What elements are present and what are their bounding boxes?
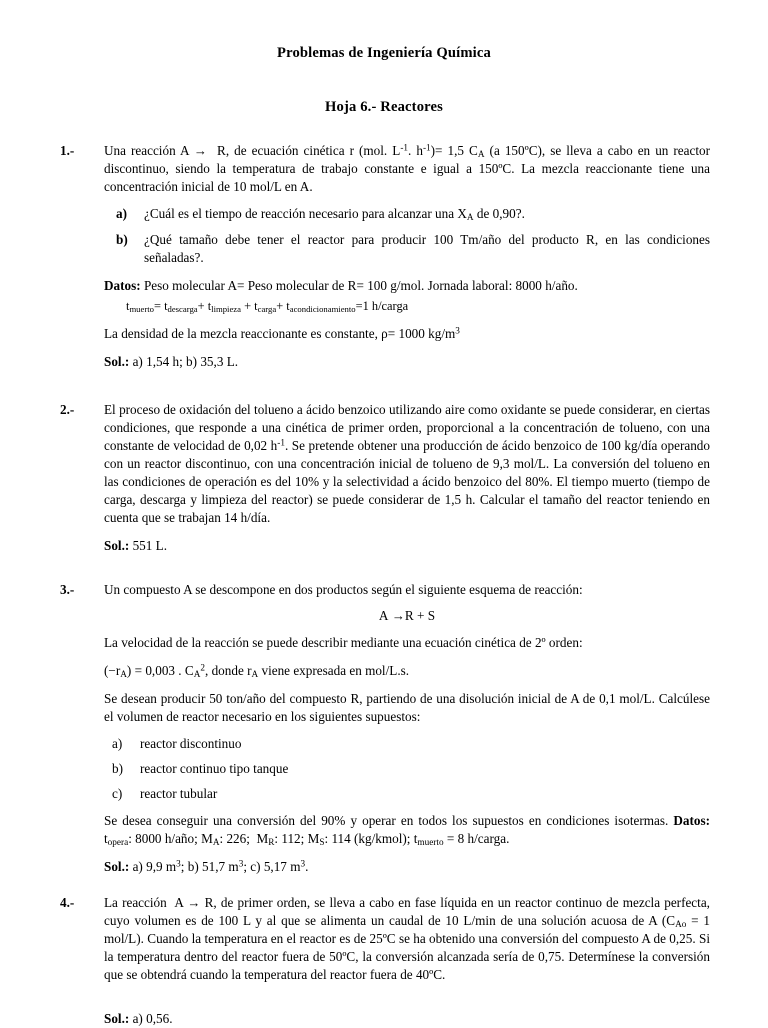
sol-label: Sol.: — [104, 537, 130, 553]
problem-3-kinetics-intro: La velocidad de la reacción se puede describir mediante una ecuación cinética de 2º orden: — [104, 635, 583, 651]
datos-text: Peso molecular A= Peso molecular de R= 100 g/mol. Jornada laboral: 8000 h/año. — [143, 278, 578, 294]
problem-3-production: Se desean producir 50 ton/año del compuesto R, partiendo de una disolución inicial de A de 0,1 mol/L. Calcúlese el volumen de reactor necesario en los siguientes supuestos: — [104, 691, 710, 725]
subitem-text-c: reactor tubular — [140, 786, 218, 802]
problem-4 — [58, 894, 710, 1028]
problem-1-solution — [104, 353, 710, 371]
list-item — [104, 785, 710, 803]
spacer — [104, 984, 710, 1010]
subitem-label-b: b) — [116, 232, 128, 248]
problem-3 — [58, 581, 710, 876]
problem-3-subitems — [104, 735, 710, 803]
reaction-arrow-icon: → — [187, 894, 201, 910]
sol-label: Sol.: — [104, 859, 130, 875]
problem-2-number: 2.- — [60, 401, 75, 417]
sol-text: 551 L. — [132, 537, 168, 553]
problem-1-density: La densidad de la mezcla reaccionante es constante, ρ= 1000 $kg/m^3$ — [104, 325, 460, 341]
problem-3-intro: Un compuesto A se descompone en dos productos según el siguiente esquema de reacción: — [104, 581, 583, 597]
subitem-label-a: a) — [112, 736, 123, 752]
datos-label: Datos: — [673, 813, 710, 829]
problem-1-dead-time-formula: $t_{muerto}= t_{descarga}+ t_{limpieza} + t_{carga}+ t_{acondicionamiento}=1$ h/carga — [126, 299, 409, 315]
list-item: b) ¿Qué tamaño debe tener el reactor para producir 100 Tm/año del producto R, en las condiciones señaladas?. — [116, 232, 710, 266]
sol-label: Sol.: — [104, 353, 130, 369]
subitem-text-b: reactor continuo tipo tanque — [140, 761, 289, 777]
problem-3-number: 3.- — [60, 581, 75, 597]
sol-label: Sol.: — [104, 1010, 130, 1026]
problem-2 — [58, 401, 710, 555]
problem-3-isothermal-datos: Se desea conseguir una conversión del 90% y operar en todos los supuestos en condiciones isotermas. Datos: $t_{opera}$: 8000 h/año; $M_A$: 226; $M_R$: 112; $M_S$: 114 (kg/kmol); $t_{muerto} = 8$ h/carga. — [104, 813, 710, 848]
list-item — [104, 760, 710, 778]
subitem-text-a: reactor discontinuo — [140, 736, 242, 752]
problem-4-statement: La reacción A → R, de primer orden, se lleva a cabo en fase líquida en un reactor continuo de mezcla perfecta, cuyo volumen es de 100 L y al que se alimenta un caudal de 10 L/min de una solución acuosa de A ($C_{Ao} = 1$ mol/L). Cuando la temperatura en el reactor es de 25ºC se ha obtenido una conversión del compuesto A de 0,25. Si la temperatura dentro del reactor fuera de 50ºC, la conversión alcanzada sería de 0,75. Determínese la conversión que se obtendrá cuando la temperatura del reactor fuera de 40ºC. — [104, 894, 711, 982]
reaction-arrow-icon: → — [391, 608, 405, 624]
subitem-label-c: c) — [112, 786, 123, 802]
problem-1-datos — [104, 277, 710, 295]
subitem-label-a: a) — [116, 206, 127, 222]
list-item: a) ¿Cuál es el tiempo de reacción necesario para alcanzar una $X_A$ de 0,90?. — [116, 206, 525, 223]
list-item — [104, 735, 710, 753]
isothermal-text: Se desea conseguir una conversión del 90% y operar en todos los supuestos en condiciones isotermas. — [104, 813, 674, 829]
problem-2-statement: El proceso de oxidación del tolueno a ácido benzoico utilizando aire como oxidante se puede considerar, en ciertas condiciones, que responde a una cinética de primer orden, proporcional a la concentración de tolueno, con una constante de velocidad de 0,02 $h^{-1}$. Se pretende obtener una producción de ácido benzoico de 100 kg/día operando con un reactor discontinuo, con una concentración inicial de tolueno de 9,3 mol/L. La conversión del tolueno en las condiciones de operación es del 10% y la selectividad a ácido benzoico del 80%. El tiempo muerto (tiempo de carga, descarga y limpieza del reactor) se puede considerar de 1,5 h. Calcular el tamaño del reactor teniendo en cuenta que se trabajan 14 h/día. — [104, 401, 710, 525]
problem-3-solution: Sol.: a) 9,9 $m^3$; b) 51,7 $m^3$; c) 5,17 $m^3$. — [104, 858, 309, 875]
problem-3-equation: A →R + S — [378, 608, 436, 624]
problem-1-statement: Una reacción A → R, de ecuación cinética r (mol. $L^{-1}$. $h^{-1})= 1,5$ $C_A$ (a 150ºC), se lleva a cabo en un reactor discontinuo, siendo la temperatura de trabajo constante e igual a 150ºC. La mezcla reaccionante tiene una concentración inicial de 10 mol/L en A. — [104, 143, 711, 195]
page-subtitle: Hoja 6.- Reactores — [325, 99, 443, 116]
problem-3-kinetics-equation: $(-r_A) = 0,003$ . $C_A^2$, donde $r_A$ viene expresada en mol/L.s. — [104, 662, 410, 680]
page-title: Problemas de Ingeniería Química — [277, 45, 491, 61]
subitem-label-b: b) — [112, 761, 123, 777]
problem-2-solution — [104, 537, 710, 555]
problem-4-number: 4.- — [60, 894, 75, 910]
problem-1-subitems — [104, 205, 710, 267]
sol-text: a) 0,56. — [132, 1010, 173, 1026]
problem-4-solution — [104, 1010, 710, 1028]
reaction-arrow-icon: → — [193, 143, 207, 159]
sol-text: a) 1,54 h; b) 35,3 L. — [132, 353, 239, 369]
problem-1 — [58, 142, 710, 370]
problem-1-number: 1.- — [60, 143, 75, 159]
datos-label: Datos: — [104, 278, 141, 294]
